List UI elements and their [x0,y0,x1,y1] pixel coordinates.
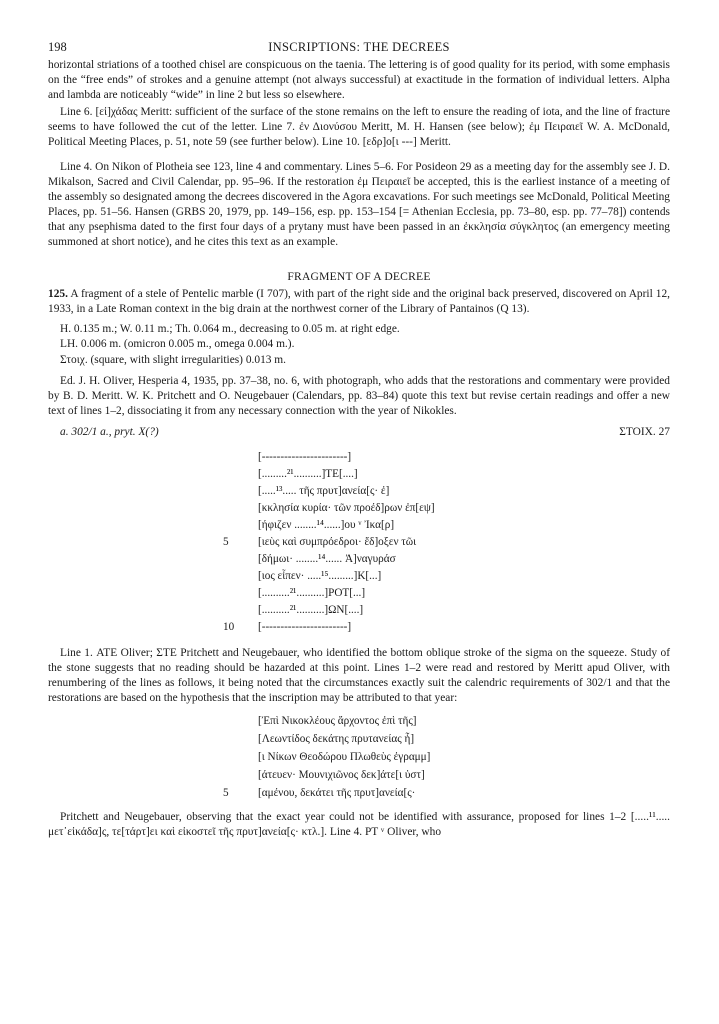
inscription-line: [-----------------------] [258,450,352,463]
inscription-line: [δήμωι· ........¹⁴...... Ἀ]ναγυράσ [258,552,396,565]
line-number: 5 [223,535,229,548]
restoration-line: [αμένου, δεκάτει τῆς πρυτ]ανεία[ς· [258,787,416,800]
restoration-line: [Ἐπὶ Νικοκλέους ἄρχοντος ἐπὶ τῆς] [258,715,417,728]
measurement-line: Στοιχ. (square, with slight irregularities) 0.013 m. [60,353,287,366]
final-paragraph: Pritchett and Neugebauer, observing that the exact year could not be identified with assurance, proposed for lines 1–2 [.....¹¹..... μετ᾽εἰκάδα]ς, τε[τάρτ]ει καὶ εἰκοστεῖ τῆς πρυτ]ανεία[ς· κτλ.]. Line 4. ΡΤ ᵛ Oliver, who [48,811,670,839]
inscription-line: [-----------------------] [258,620,352,633]
paragraph: horizontal striations of a toothed chisel are conspicuous on the taenia. The lettering is of good quality for its period, with some emphasis on the “free ends” of strokes and a genuine attempt (not always successful) at exactitude in the formation of individual letters. Alpha and lambda are noticeably “wide” in line 2 but less so elsewhere. [48,59,670,102]
restoration-line: [Λεωντίδος δεκάτης πρυτανείας ἧ] [258,733,415,746]
inscription-line: [ιεὺς καὶ συμπρόεδροι· ἔδ]οξεν τῶι [258,535,417,548]
running-title: INSCRIPTIONS: THE DECREES [268,40,450,54]
entry-description-text: A fragment of a stele of Pentelic marble (I 707), with part of the right side and the original back preserved, discovered on April 12, 1933, in a Late Roman context in the big drain at the northwest corner of the Library of Pantainos (Q 13). [48,288,670,316]
inscription-line: [ιος εἶπεν· .....¹⁵.........]Κ[...] [258,569,382,582]
line-number: 10 [223,620,235,633]
paragraph: Line 4. On Nikon of Plotheia see 123, line 4 and commentary. Lines 5–6. For Posideon 29 as a meeting day for the assembly see J. D. Mikalson, Sacred and Civil Calendar, pp. 95–96. If the restoration ἐμ Πειραιεῖ be accepted, this is the earliest instance of a meeting of the assembly so designated among the decrees discovered in the Agora excavations. For such meetings see McDonald, Political Meeting Places, pp. 51–56. Hansen (GRBS 20, 1979, pp. 149–156, esp. pp. 153–154 [= Athenian Ecclesia, pp. 73–80, esp. pp. 77–78]) contends that any psephisma dated to the first four days of a prytany must have been passed in an ἐκκλησία σύγκλητος (an emergency meeting summoned at short notice), and he cites this text as an example. [48,160,670,249]
restoration-line: [ι Νίκων Θεοδώρου Πλωθεὺς ἐγραμμ] [258,751,431,764]
measurements [48,322,670,367]
inscription-line: [..........²¹..........]ΩΝ[....] [258,603,364,616]
section-title: FRAGMENT OF A DECREE [287,270,431,284]
commentary-paragraph: Line 1. ΑΤΕ Oliver; ΣΤΕ Pritchett and Neugebauer, who identified the bottom oblique stroke of the sigma on the squeeze. Study of the stone suggests that no reading should be hazarded at this point. Lines 1–2 were read and restored by Meritt apud Oliver, with renumbering of the lines as follows, it being noted that the circumstances exactly suit the calendric requirements of 302/1 and that the restorations are based on the hypothesis that the inscription may be attributed to that year: [48,646,670,705]
entry-number: 125. [48,288,68,301]
inscription-text [48,450,670,636]
date-row [48,426,670,442]
measurement-line: H. 0.135 m.; W. 0.11 m.; Th. 0.064 m., decreasing to 0.05 m. at right edge. [60,323,400,336]
measurement-line: LH. 0.006 m. (omicron 0.005 m., omega 0.004 m.). [60,338,295,351]
date: a. 302/1 a., pryt. X(?) [60,425,159,438]
paragraph: Line 6. [εἰ]χάδας Meritt: sufficient of the surface of the stone remains on the left to ensure the reading of iota, and the line of fracture seems to have followed the cut of the letter. Line 7. ἐν Διονύσου Meritt, M. H. Hansen (see below); ἐμ Πειραιεῖ W. A. McDonald, Political Meeting Places, p. 51, note 59 (see further below). Line 10. [εδρ]ο[ι ---] Meritt. [48,106,670,149]
line-number: 5 [223,787,229,800]
inscription-line: [..........²¹..........]ΡΟΤ[...] [258,586,366,599]
stoich-label: ΣΤΟΙΧ. 27 [619,425,670,438]
entry-description [48,287,670,317]
page [48,40,670,840]
restoration-text [48,714,670,806]
edition-paragraph: Ed. J. H. Oliver, Hesperia 4, 1935, pp. 37–38, no. 6, with photograph, who adds that the restorations and commentary were provided by B. D. Meritt. W. K. Pritchett and O. Neugebauer (Calendars, pp. 83–84) quote this text but revise certain readings and offer a new text of lines 1–2, dissociating it from any necessary connection with the year of Nikokles. [48,374,670,417]
inscription-line: [ήφιζεν ........¹⁴......]ου ᵛ Ἰκα[ρ] [258,518,395,531]
page-number: 198 [48,40,67,54]
inscription-line: [.....¹³..... τῆς πρυτ]ανεία[ς· ἐ] [258,484,390,497]
inscription-line: [κκλησία κυρία· τῶν προέδ]ρων ἐπ[εψ] [258,501,435,514]
inscription-line: [.........²¹..........]ΤΕ[....] [258,467,358,480]
restoration-line: [άτευεν· Μουνιχιῶνος δεκ]άτε[ι ὑστ] [258,769,425,782]
page-header [48,40,670,58]
